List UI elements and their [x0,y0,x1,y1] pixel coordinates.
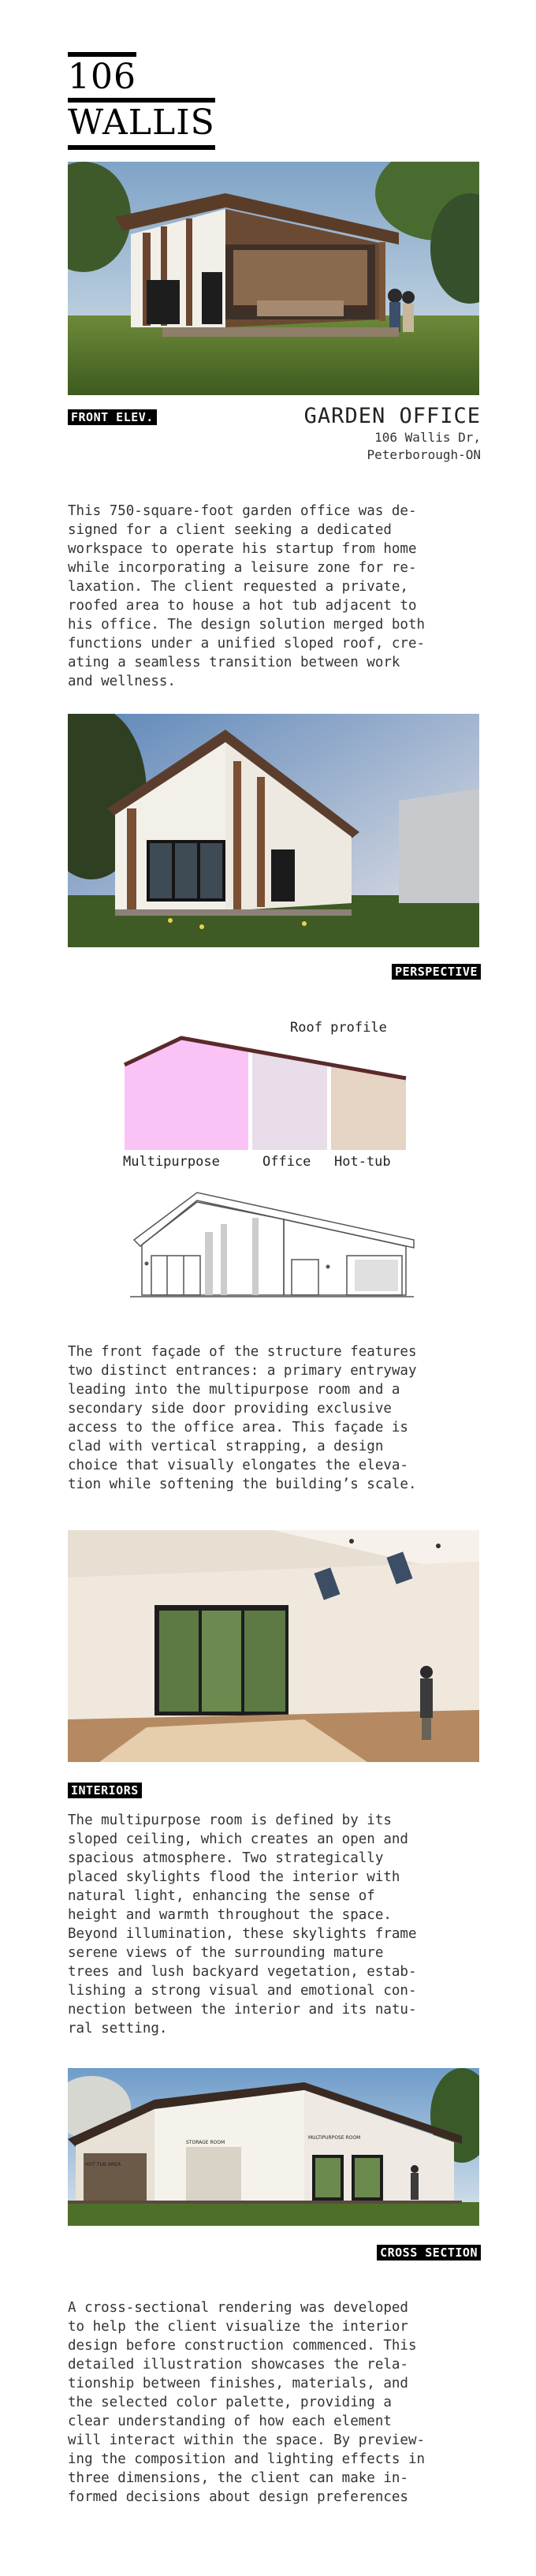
cross-section-render [68,2068,479,2226]
cross-section-paragraph: A cross-sectional rendering was developed to help the client visualize the interior design before construction commenced. This detailed illustration showcases the rela- tionship between finishes, materials, and the selected color palette, providing a clear understanding of how each element will interact within the space. By preview- ing the composition and lighting effects in three dimensions, the client can make in- formed decisions about design preferences [68,2300,426,2505]
project-heading [304,404,481,464]
zone-label-multipurpose: Multipurpose [123,1154,220,1170]
project-title: GARDEN OFFICE [303,404,481,428]
zone-label-hot-tub: Hot-tub [334,1154,391,1170]
perspective-tag: PERSPECTIVE [392,964,481,980]
intro-paragraph: This 750-square-foot garden office was de- signed for a client seeking a dedicated workspace to operate his startup from home while incorporating a leisure zone for re- laxation. The client requested a private, roofed area to house a hot tub adjacent to his office. The design solution merged both functions under a unified sloped roof, cre- ating a seamless transition between work and wellness. [68,503,426,689]
storage-room-label: STORAGE ROOM [186,2140,225,2145]
facade-paragraph: The front façade of the structure features two distinct entrances: a primary entryway leading into the multipurpose room and a secondary side door providing exclusive access to the office area. This façade is clad with vertical strapping, a design choice that visually elongates the eleva- tion while softening the building’s scale. [68,1344,417,1492]
multipurpose-room-label: MULTIPURPOSE ROOM [308,2135,361,2141]
interiors-paragraph: The multipurpose room is defined by its sloped ceiling, which creates an open and spacious atmosphere. Two strategically placed skylights flood the interior with natural light, enhancing the sense of height and warmth throughout the space. Beyond illumination, these skylights frame serene views of the surrounding mature trees and lush backyard vegetation, estab- lishing a strong visual and emotional con- nection between the interior and its natu- ral setting. [68,1813,417,2037]
zone-office-fill [252,1051,327,1150]
front-elevation-drawing [126,1185,418,1303]
interiors-tag: INTERIORS [68,1783,142,1798]
roof-profile-diagram [118,1033,418,1152]
roof-profile-label: Roof profile [290,1020,387,1036]
interior-render [68,1530,479,1762]
front-elevation-render [68,162,479,395]
address-line-2: Peterborough-ON [367,447,481,462]
cross-section-tag: CROSS SECTION [377,2245,481,2261]
hot-tub-area-label: HOT TUB AREA [85,2162,121,2167]
title-line-2: WALLIS [68,98,215,150]
title-line-1: 106 [68,52,136,96]
perspective-render [68,714,479,947]
front-elevation-tag: FRONT ELEV. [68,409,157,425]
zone-label-office: Office [262,1154,311,1170]
address-line-1: 106 Wallis Dr, [374,430,481,445]
